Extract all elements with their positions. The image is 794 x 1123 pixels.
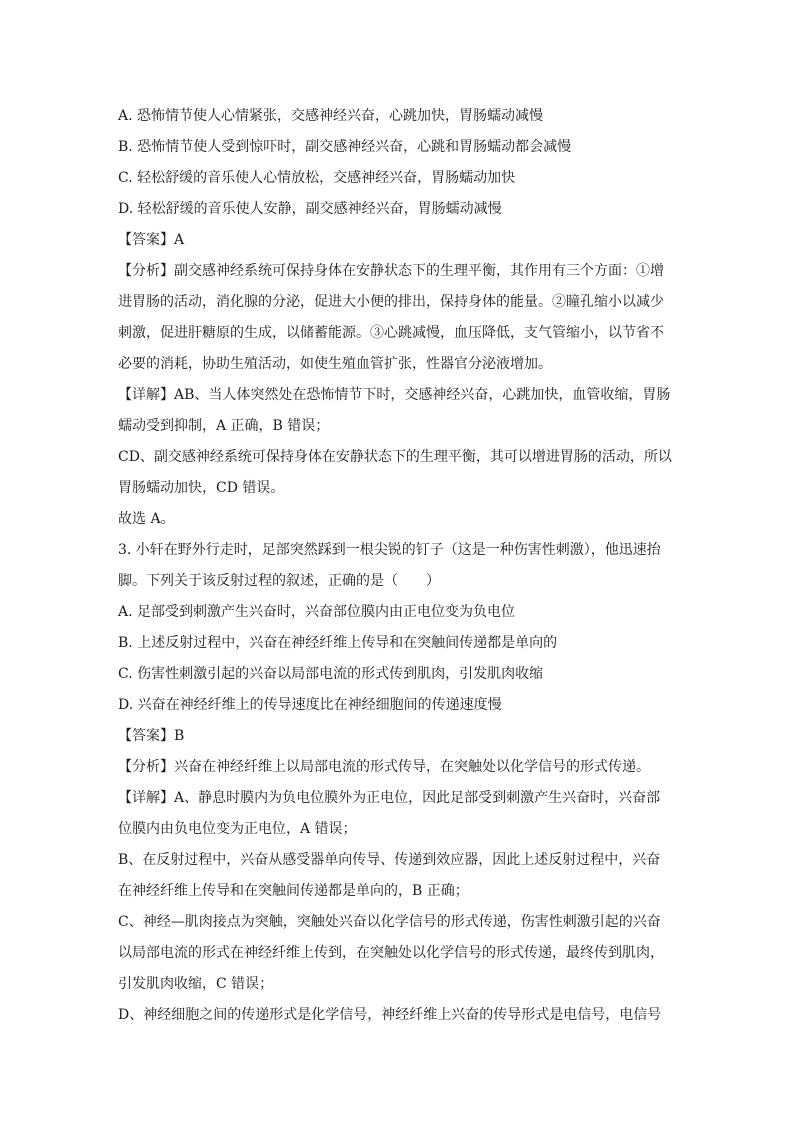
option-a-q3: A. 足部受到刺激产生兴奋时，兴奋部位膜内由正电位变为负电位 xyxy=(118,604,516,620)
explanation-q3-line-8: D、神经细胞之间的传递形式是化学信号，神经纤维上兴奋的传导形式是电信号，电信号 xyxy=(118,1007,662,1023)
analysis-q2-line-2: 进胃肠的活动，消化腺的分泌，促进大小便的排出，保持身体的能量。②瞳孔缩小以减少 xyxy=(118,294,664,310)
option-c-q2: C. 轻松舒缓的音乐使人心情放松，交感神经兴奋，胃肠蠕动加快 xyxy=(118,170,516,186)
option-a-q2: A. 恐怖情节使人心情紧张，交感神经兴奋，心跳加快，胃肠蠕动减慢 xyxy=(118,108,544,124)
option-b-q3: B. 上述反射过程中，兴奋在神经纤维上传导和在突触间传递都是单向的 xyxy=(118,635,558,651)
option-d-q2: D. 轻松舒缓的音乐使人安静，副交感神经兴奋，胃肠蠕动减慢 xyxy=(118,201,502,217)
choice-q2: 故选 A。 xyxy=(118,511,175,527)
analysis-q2-line-3: 刺激，促进肝糖原的生成，以储蓄能源。③心跳减慢，血压降低，支气管缩小，以节省不 xyxy=(118,325,664,341)
question-3-line-1: 3. 小轩在野外行走时，足部突然踩到一根尖锐的钉子（这是一种伤害性刺激），他迅速抬 xyxy=(118,542,661,558)
question-3-line-2: 脚。下列关于该反射过程的叙述，正确的是（ ） xyxy=(118,573,440,589)
answer-q2: 【答案】A xyxy=(118,232,185,248)
analysis-q3: 【分析】兴奋在神经纤维上以局部电流的形式传导，在突触处以化学信号的形式传递。 xyxy=(118,759,650,775)
document-body xyxy=(118,101,678,1031)
option-d-q3: D. 兴奋在神经纤维上的传导速度比在神经细胞间的传递速度慢 xyxy=(118,697,502,713)
explanation-q3-line-1: 【详解】A、静息时膜内为负电位膜外为正电位，因此足部受到刺激产生兴奋时，兴奋部 xyxy=(118,790,661,806)
answer-q3: 【答案】B xyxy=(118,728,185,744)
analysis-q2-line-1: 【分析】副交感神经系统可保持身体在安静状态下的生理平衡，其作用有三个方面：①增 xyxy=(118,263,664,279)
explanation-q3-line-3: B、在反射过程中，兴奋从感受器单向传导、传递到效应器，因此上述反射过程中，兴奋 xyxy=(118,852,661,868)
explanation-q3-line-6: 以局部电流的形式在神经纤维上传到，在突触处以化学信号的形式传递，最终传到肌肉， xyxy=(118,945,664,961)
analysis-q2-line-4: 必要的消耗，协助生殖活动，如使生殖血管扩张，性器官分泌液增加。 xyxy=(118,356,552,372)
option-c-q3: C. 伤害性刺激引起的兴奋以局部电流的形式传到肌肉，引发肌肉收缩 xyxy=(118,666,544,682)
explanation-q2-line-3: CD、副交感神经系统可保持身体在安静状态下的生理平衡，其可以增进胃肠的活动，所以 xyxy=(118,449,672,465)
explanation-q3-line-5: C、神经—肌肉接点为突触，突触处兴奋以化学信号的形式传递，伤害性刺激引起的兴奋 xyxy=(118,914,661,930)
explanation-q3-line-4: 在神经纤维上传导和在突触间传递都是单向的，B 正确； xyxy=(118,883,469,899)
explanation-q2-line-4: 胃肠蠕动加快，CD 错误。 xyxy=(118,480,285,496)
explanation-q2-line-1: 【详解】AB、当人体突然处在恐怖情节下时，交感神经兴奋，心跳加快，血管收缩，胃肠 xyxy=(118,387,671,403)
explanation-q3-line-7: 引发肌肉收缩，C 错误； xyxy=(118,976,274,992)
explanation-q2-line-2: 蠕动受到抑制，A 正确，B 错误； xyxy=(118,418,330,434)
option-b-q2: B. 恐怖情节使人受到惊吓时，副交感神经兴奋，心跳和胃肠蠕动都会减慢 xyxy=(118,139,572,155)
explanation-q3-line-2: 位膜内由负电位变为正电位，A 错误； xyxy=(118,821,357,837)
